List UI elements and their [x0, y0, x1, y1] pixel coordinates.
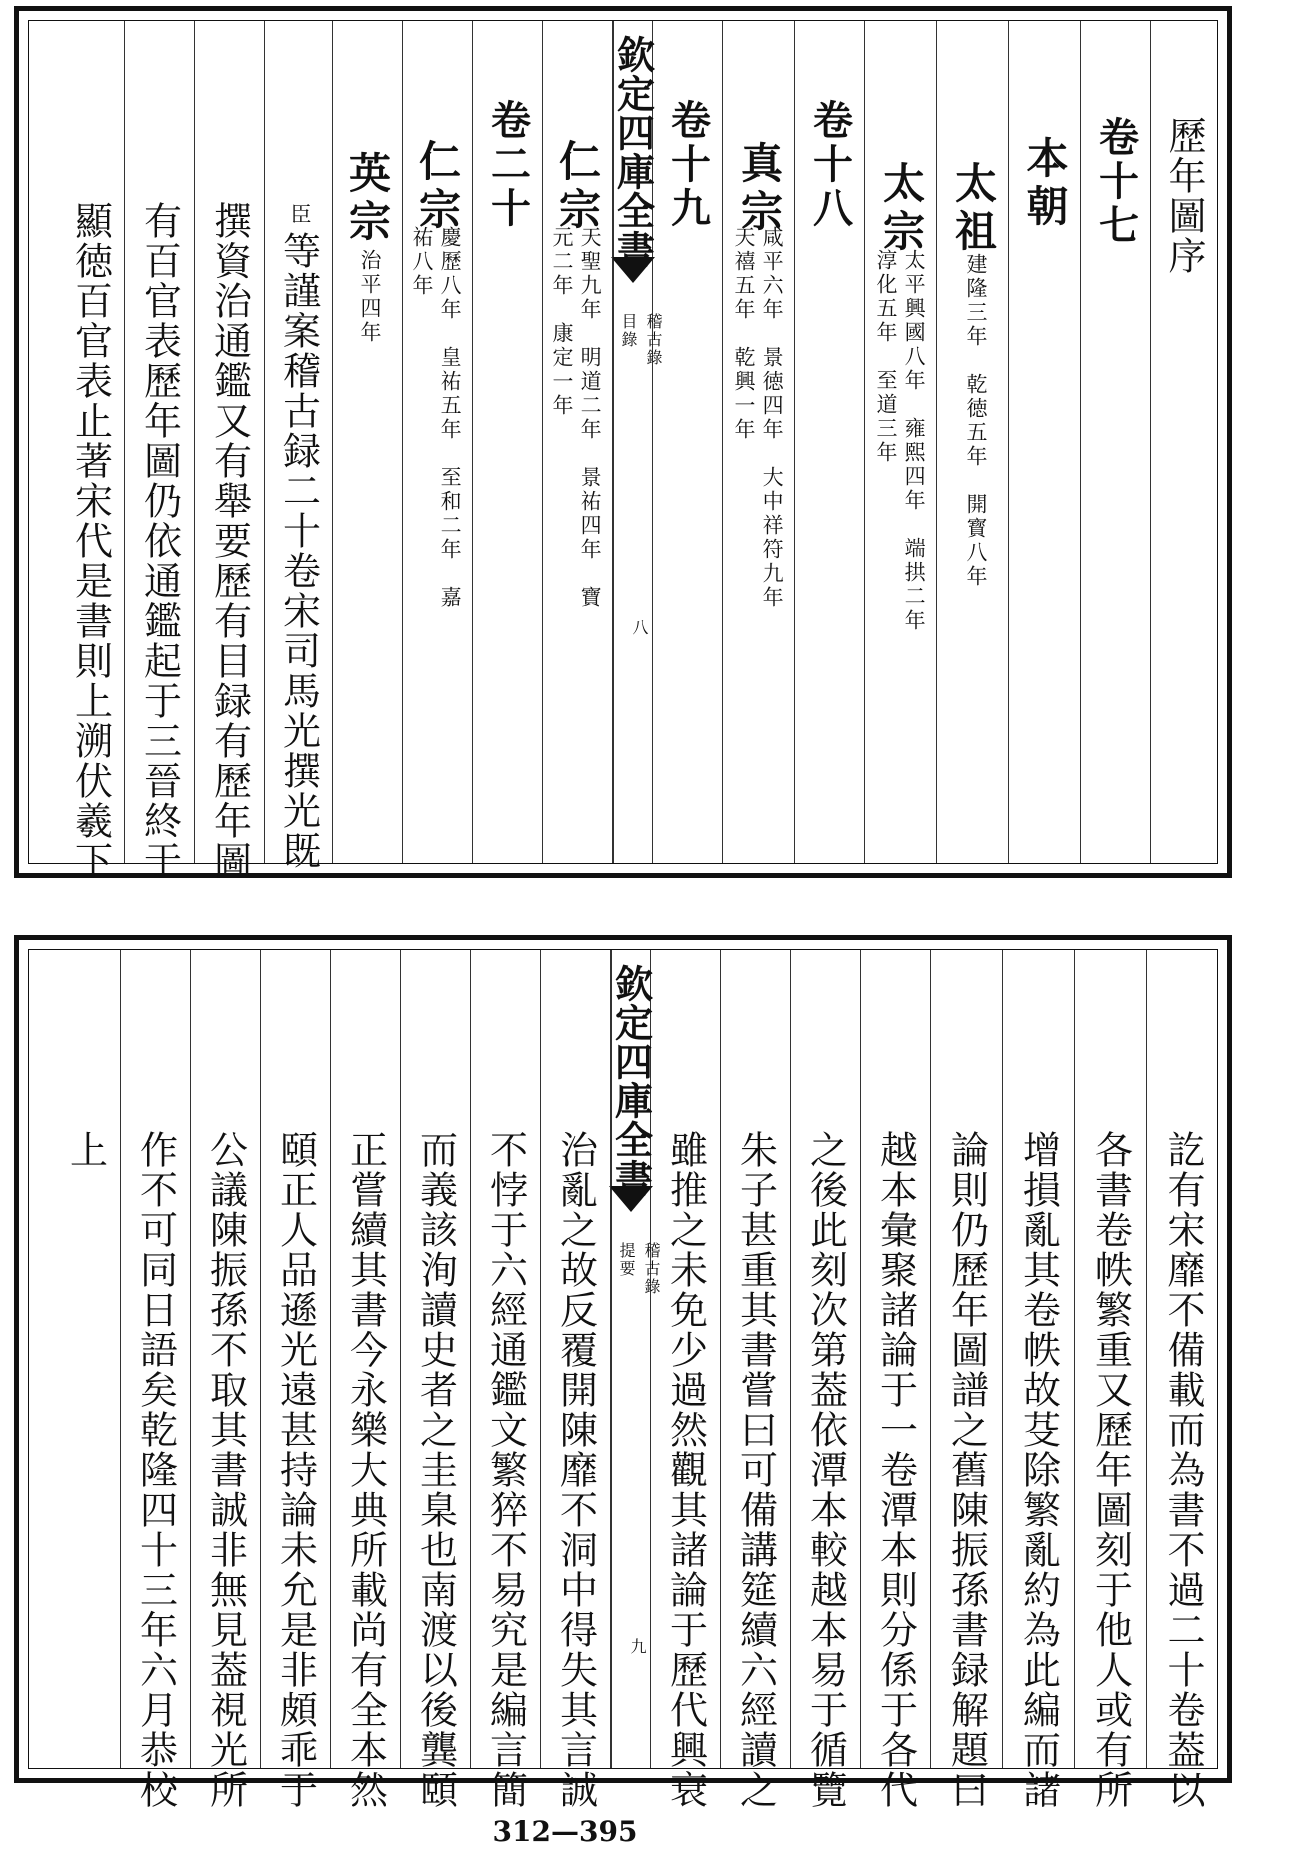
body-line: 朱子甚重其書嘗曰可備講筵續六經讀之 — [733, 1130, 778, 1810]
folio-number: 八 — [630, 619, 649, 637]
chen-marker: 臣 — [288, 203, 313, 227]
gutter-note-b: 提要 — [617, 1242, 636, 1278]
body-col-r3 — [1003, 950, 1075, 1810]
fishtail-mark — [609, 1186, 653, 1212]
body-line: 越本彙聚諸論于一卷潭本則分係于各代 — [873, 1130, 918, 1810]
body-col-l4 — [331, 950, 401, 1810]
body-line: 而義該洵讀史者之圭臬也南渡以後龔頤 — [413, 1130, 458, 1810]
emperor-zhenzong: 真宗 — [735, 141, 784, 237]
top-gutter — [610, 21, 663, 863]
body-line: 頤正人品遜光遠甚持論未允是非頗乖于 — [273, 1130, 318, 1810]
column-para2 — [195, 21, 265, 881]
bottom-page-frame — [28, 949, 1218, 1810]
body-col-r8 — [651, 950, 721, 1810]
body-col-r4 — [931, 950, 1003, 1810]
body-col-l7 — [121, 950, 191, 1810]
preface-line-2: 撰資治通鑑又有舉要歷有目録有歷年圖 — [207, 201, 252, 881]
juan-19-heading: 卷十九 — [664, 99, 712, 231]
column-zhenzong — [723, 21, 795, 863]
taizu-eras: 建隆三年 乾徳五年 開寳八年 — [964, 253, 989, 589]
zhenzong-eras-b: 天禧五年 乾興一年 — [732, 226, 757, 442]
column-taizu — [937, 21, 1009, 863]
body-line: 作不可同日語矣乾隆四十三年六月恭校 — [133, 1130, 178, 1810]
preface-line-3: 有百官表歷年圖仍依通鑑起于三晉終于 — [137, 201, 182, 881]
column-para3 — [125, 21, 195, 881]
juan-20-heading: 卷二十 — [484, 99, 532, 231]
body-col-l2 — [471, 950, 541, 1810]
preface-line-1: 等謹案稽古録二十卷宋司馬光撰光既 — [276, 231, 321, 871]
column-juan17 — [1081, 21, 1151, 863]
gutter-note-a: 稽古錄 — [644, 313, 663, 367]
column-para4 — [57, 21, 125, 881]
emperor-renzong-1: 仁宗 — [553, 139, 602, 235]
top-page-frame — [28, 20, 1218, 881]
yingzong-eras: 治平四年 — [358, 249, 383, 345]
juan-17-heading: 卷十七 — [1092, 116, 1140, 248]
bottom-page-panel — [14, 935, 1232, 1810]
bottom-gutter — [608, 950, 661, 1768]
column-title — [1151, 21, 1217, 863]
renzong2-eras — [411, 226, 461, 610]
column-yingzong — [333, 21, 403, 863]
column-renzong1 — [543, 21, 613, 863]
gutter-note-a: 稽古錄 — [642, 1242, 661, 1296]
body-line: 公議陳振孫不取其書誠非無見葢視光所 — [203, 1130, 248, 1810]
body-line: 正嘗續其書今永樂大典所載尚有全本然 — [343, 1130, 388, 1810]
body-line: 上 — [63, 1130, 108, 1170]
taizong-eras-a: 太平興國八年 雍熙四年 端拱二年 — [902, 249, 927, 633]
body-line: 增損亂其卷帙故芟除繁亂約為此編而諸 — [1016, 1130, 1061, 1810]
renzong2-eras-b: 祐八年 — [410, 226, 435, 298]
page-number: 312—395 — [492, 1815, 638, 1848]
benchao-heading: 本朝 — [1020, 136, 1070, 232]
renzong1-eras — [551, 226, 601, 610]
top-page-panel — [14, 6, 1232, 881]
gutter-title: 欽定四庫全書 — [610, 35, 656, 269]
body-line: 各書卷帙繁重又歷年圖刻于他人或有所 — [1088, 1130, 1133, 1810]
section-title: 歷年圖序 — [1162, 116, 1206, 276]
column-renzong2 — [403, 21, 473, 863]
body-col-r7 — [721, 950, 791, 1810]
preface-line-4: 顯徳百官表止著宋代是書則上溯伏羲下 — [68, 201, 113, 881]
fishtail-mark — [611, 257, 655, 283]
body-col-r6 — [791, 950, 861, 1810]
emperor-taizong: 太宗 — [877, 161, 926, 257]
gutter-title: 欽定四庫全書 — [608, 964, 654, 1198]
column-juan20 — [473, 21, 543, 863]
body-line: 訖有宋靡不備載而為書不過二十卷葢以 — [1161, 1130, 1205, 1810]
gutter-note — [615, 1242, 663, 1296]
gutter-note — [617, 313, 665, 367]
folio-number: 九 — [628, 1638, 647, 1656]
renzong2-eras-a: 慶歷八年 皇祐五年 至和二年 嘉 — [438, 226, 463, 610]
renzong1-eras-b: 元二年 康定一年 — [550, 226, 575, 418]
body-line: 論則仍歷年圖譜之舊陳振孫書録解題曰 — [944, 1130, 989, 1810]
emperor-taizu: 太祖 — [949, 161, 998, 257]
renzong1-eras-a: 天聖九年 明道二年 景祐四年 寶 — [578, 226, 603, 610]
column-margin — [29, 21, 57, 863]
gutter-note-b: 目錄 — [619, 313, 638, 349]
body-line: 雖推之未免少過然觀其諸論于歷代興衰 — [663, 1130, 708, 1810]
taizong-eras-b: 淳化五年 至道三年 — [874, 249, 899, 465]
body-line: 之後此刻次第葢依潭本較越本易于循覽 — [803, 1130, 848, 1810]
column-para1 — [265, 21, 333, 871]
zhenzong-eras — [733, 226, 783, 610]
column-juan18 — [795, 21, 865, 863]
body-col-l1 — [541, 950, 611, 1810]
body-col-r1 — [1147, 950, 1219, 1810]
zhenzong-eras-a: 咸平六年 景徳四年 大中祥符九年 — [760, 226, 785, 610]
column-margin — [29, 950, 51, 1768]
body-col-l8 — [51, 950, 121, 1768]
body-col-r5 — [861, 950, 931, 1810]
taizong-eras — [875, 249, 925, 633]
emperor-renzong-2: 仁宗 — [413, 139, 462, 235]
column-juan19 — [653, 21, 723, 863]
body-col-r2 — [1075, 950, 1147, 1810]
column-taizong — [865, 21, 937, 863]
emperor-yingzong: 英宗 — [343, 151, 392, 247]
body-col-l3 — [401, 950, 471, 1810]
body-col-l6 — [191, 950, 261, 1810]
juan-18-heading: 卷十八 — [806, 99, 854, 231]
body-line: 不悖于六經通鑑文繁猝不易究是編言簡 — [483, 1130, 528, 1810]
column-benchao — [1009, 21, 1081, 863]
body-line: 治亂之故反覆開陳靡不洞中得失其言誠 — [553, 1130, 598, 1810]
body-col-l5 — [261, 950, 331, 1810]
